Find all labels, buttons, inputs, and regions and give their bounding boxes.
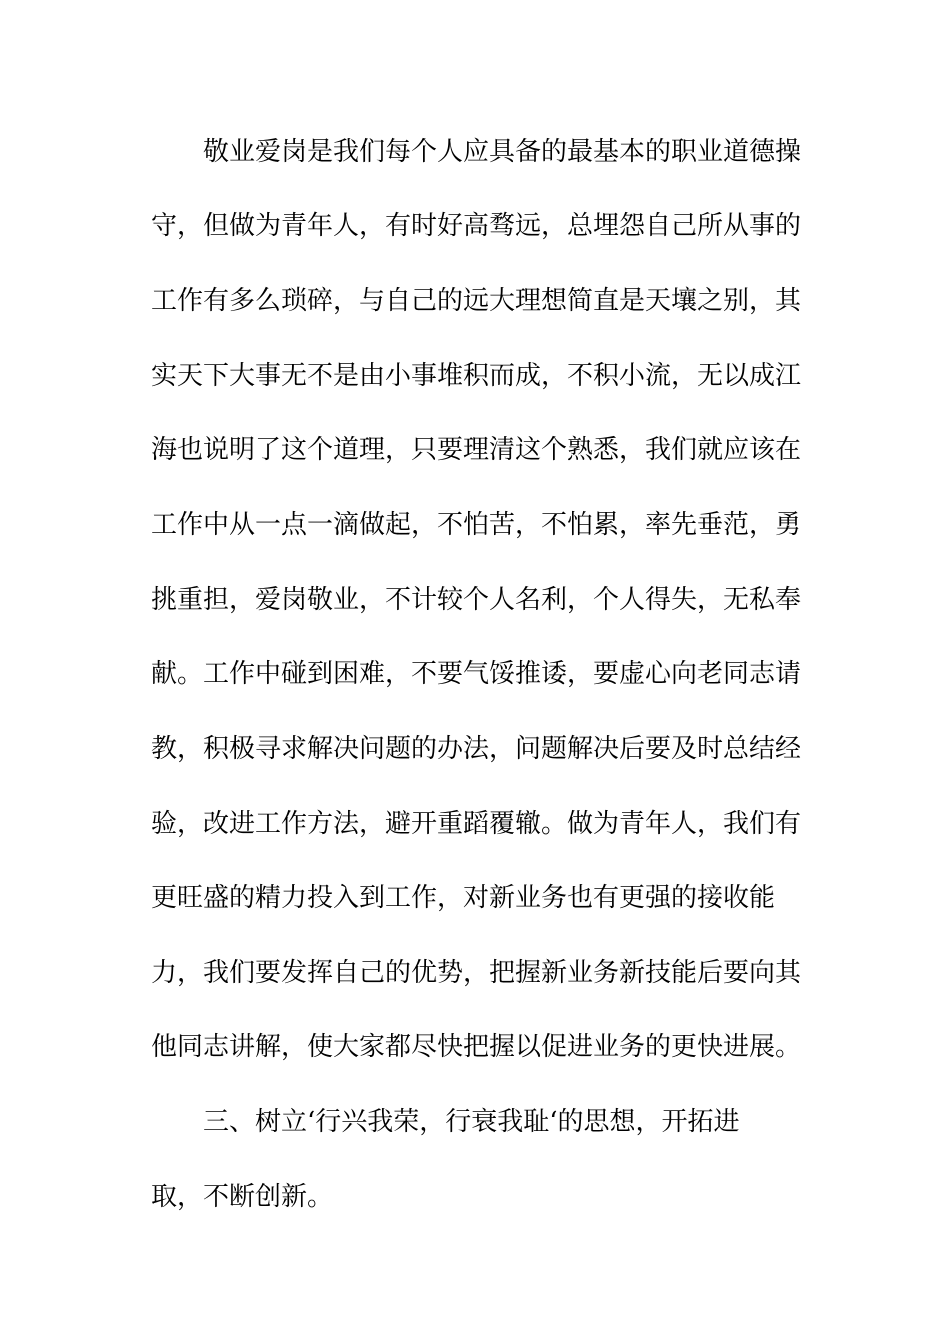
text-line: 更旺盛的精力投入到工作，对新业务也有更强的接收能 xyxy=(151,883,776,913)
text-line: 实天下大事无不是由小事堆积而成，不积小流，无以成江 xyxy=(151,361,802,391)
text-line: 敬业爱岗是我们每个人应具备的最基本的职业道德操 xyxy=(203,137,802,167)
text-line: 守，但做为青年人，有时好高骛远，总埋怨自己所从事的 xyxy=(151,211,802,241)
text-line: 验，改进工作方法，避开重蹈覆辙。做为青年人，我们有 xyxy=(151,809,802,839)
text-line: 献。工作中碰到困难，不要气馁推诿，要虚心向老同志请 xyxy=(151,659,802,689)
text-line: 力，我们要发挥自己的优势，把握新业务新技能后要向其 xyxy=(151,958,802,988)
text-line: 他同志讲解，使大家都尽快把握以促进业务的更快进展。 xyxy=(151,1032,802,1062)
text-line: 工作有多么琐碎，与自己的远大理想简直是天壤之别，其 xyxy=(151,286,802,316)
text-line: 取，不断创新。 xyxy=(151,1182,334,1212)
text-line: 海也说明了这个道理，只要理清这个熟悉，我们就应该在 xyxy=(151,435,802,465)
text-line: 工作中从一点一滴做起，不怕苦，不怕累，率先垂范，勇 xyxy=(151,510,802,540)
text-line: 挑重担，爱岗敬业，不计较个人名利，个人得失，无私奉 xyxy=(151,585,802,615)
text-line: 教，积极寻求解决问题的办法，问题解决后要及时总结经 xyxy=(151,734,802,764)
text-line: 三、树立‘行兴我荣，行衰我耻‘的思想，开拓进 xyxy=(203,1107,740,1137)
